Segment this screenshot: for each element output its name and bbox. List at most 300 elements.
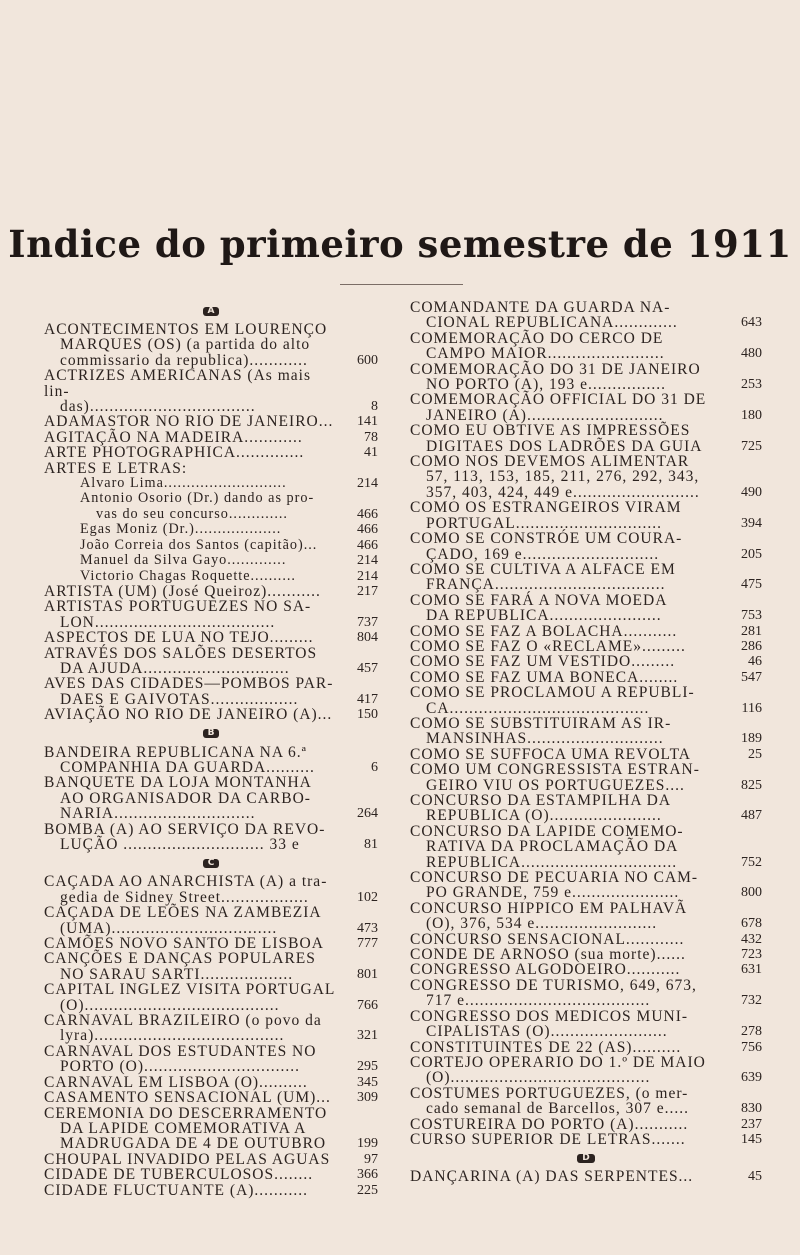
entry-page-number: 214: [357, 476, 378, 492]
entry-page-number: 466: [357, 537, 378, 553]
entry-page-number: 145: [741, 1131, 762, 1147]
entry-title-line: COMO SE FAZ UM VESTIDO.........: [410, 653, 676, 671]
entry-title: [44, 522, 340, 537]
entry-title-line: CASAMENTO SENSACIONAL (UM)...: [44, 1089, 331, 1107]
index-entry: [410, 962, 762, 977]
entry-title-line: CEREMONIA DO DESCERRAMENTO: [44, 1104, 328, 1122]
index-entry: [44, 775, 378, 821]
entry-page-number: 480: [741, 346, 762, 362]
entry-title-line: COMO SE CULTIVA A ALFACE EM: [410, 560, 676, 578]
entry-title: [410, 362, 724, 393]
entry-title: [44, 1013, 340, 1044]
entry-page-number: 737: [357, 614, 378, 630]
entry-title: [410, 1086, 724, 1117]
entry-title: [44, 1044, 340, 1075]
entry-title: [44, 599, 340, 630]
index-entry: [410, 654, 762, 669]
entry-title-line: COMANDANTE DA GUARDA NA-: [410, 299, 671, 316]
index-entry: [410, 1055, 762, 1086]
entry-page-number: 723: [741, 947, 762, 963]
entry-title-continuation: LUÇÃO ............................. 33 e: [60, 836, 300, 853]
index-entry: [410, 454, 762, 500]
index-entry: [44, 1090, 378, 1105]
index-entry: [44, 936, 378, 951]
entry-title: [410, 423, 724, 454]
index-entry: [410, 593, 762, 624]
index-entry: [44, 1044, 378, 1075]
index-entry: [410, 531, 762, 562]
section-letter-label: D: [577, 1154, 594, 1163]
entry-page-number: 457: [357, 660, 378, 676]
index-entry: [44, 874, 378, 905]
entry-title-line: João Correia dos Santos (capitão)...: [80, 536, 318, 553]
entry-title: [44, 553, 340, 568]
entry-title-continuation: lyra).......................................: [60, 1027, 285, 1045]
entry-title-line: COMO OS ESTRANGEIROS VIRAM: [410, 499, 682, 517]
entry-title-line: CIDADE FLUCTUANTE (A)...........: [44, 1181, 309, 1199]
entry-page-number: 547: [741, 669, 762, 685]
entry-title-line: ADAMASTOR NO RIO DE JANEIRO...: [44, 413, 334, 431]
section-letter: [44, 300, 378, 322]
index-column-right: [410, 300, 762, 1185]
entry-title: [44, 368, 340, 414]
entry-title: [410, 500, 724, 531]
index-entry: [44, 491, 378, 522]
entry-title-line: COMO SE FAZ O «RECLAME».........: [410, 637, 686, 655]
entry-title: [44, 1075, 340, 1090]
entry-page-number: 6: [371, 759, 378, 775]
entry-title-line: COMO UM CONGRESSISTA ESTRAN-: [410, 761, 700, 779]
entry-title-line: ACONTECIMENTOS EM LOURENÇO: [44, 321, 328, 338]
index-entry: [44, 1075, 378, 1090]
index-entry: [44, 553, 378, 568]
entry-title: [410, 978, 724, 1009]
entry-title-continuation: 717 e......................................: [426, 992, 651, 1010]
entry-title-continuation: (O).........................................: [426, 1069, 651, 1087]
entry-title-line: Victorio Chagas Roquette..........: [80, 567, 296, 584]
entry-title: [410, 762, 724, 793]
index-entry: [44, 982, 378, 1013]
entry-title-line: CONCURSO HIPPICO EM PALHAVÃ: [410, 899, 688, 917]
entry-page-number: 8: [371, 399, 378, 415]
entry-title: [410, 593, 724, 624]
entry-page-number: 753: [741, 608, 762, 624]
entry-title: [410, 793, 724, 824]
index-entry: [410, 685, 762, 716]
entry-title: [410, 331, 724, 362]
entry-page-number: 81: [364, 837, 378, 852]
entry-title: [44, 676, 340, 707]
entry-title: [44, 1167, 340, 1182]
entry-title: [44, 1106, 340, 1152]
entry-page-number: 639: [741, 1070, 762, 1086]
index-entry: [44, 1152, 378, 1167]
entry-title: [44, 936, 340, 951]
entry-title-line: CIDADE DE TUBERCULOSOS........: [44, 1166, 314, 1184]
index-entry: [410, 762, 762, 793]
entry-title-line: COSTUREIRA DO PORTO (A)...........: [410, 1115, 689, 1133]
entry-title: [410, 639, 724, 654]
entry-page-number: 473: [357, 920, 378, 936]
entry-page-number: 189: [741, 731, 762, 747]
entry-page-number: 116: [741, 700, 762, 716]
entry-page-number: 466: [357, 506, 378, 522]
entry-title-line: COMEMORAÇÃO OFFICIAL DO 31 DE: [410, 391, 707, 409]
entry-title-line: COMO SE FARÁ A NOVA MOEDA: [410, 591, 668, 609]
entry-page-number: 199: [357, 1136, 378, 1152]
entry-page-number: 766: [357, 997, 378, 1013]
entry-title: [410, 716, 724, 747]
entry-title-continuation: PORTO (O)................................: [60, 1058, 300, 1076]
entry-title-line: COMO SE CONSTRÓE UM COURA-: [410, 530, 683, 548]
entry-title: [44, 745, 340, 776]
index-entry: [44, 676, 378, 707]
entry-page-number: 725: [741, 438, 762, 454]
entry-title: [410, 870, 724, 901]
index-entry: [44, 951, 378, 982]
entry-title: [44, 646, 340, 677]
entry-title-line: CONCURSO SENSACIONAL............: [410, 930, 685, 948]
index-entry: [44, 476, 378, 491]
entry-title-continuation: REPUBLICA (O).......................: [426, 807, 662, 825]
entry-page-number: 225: [357, 1182, 378, 1198]
entry-page-number: 321: [357, 1028, 378, 1044]
entry-title: [44, 905, 340, 936]
entry-page-number: 432: [741, 931, 762, 947]
entry-title: [44, 430, 340, 445]
entry-title-line: ARTES E LETRAS:: [44, 459, 188, 477]
entry-page-number: 825: [741, 777, 762, 793]
index-entry: [410, 423, 762, 454]
entry-title: [410, 654, 724, 669]
entry-title: [44, 538, 340, 553]
index-entry: [410, 1169, 762, 1184]
entry-title-line: BANQUETE DA LOJA MONTANHA: [44, 774, 312, 792]
entry-page-number: 417: [357, 691, 378, 707]
index-entry: [44, 822, 378, 853]
entry-title-continuation: CAMPO MAIOR........................: [426, 345, 665, 363]
entry-title-continuation: AO ORGANISADOR DA CARBO-NARIA.............................: [60, 789, 311, 823]
entry-title-continuation: MANSINHAS............................: [426, 730, 664, 748]
entry-page-number: 643: [741, 315, 762, 331]
entry-page-number: 490: [741, 484, 762, 500]
index-entry: [410, 901, 762, 932]
entry-title-continuation: DA REPUBLICA.......................: [426, 607, 662, 625]
index-entry: [44, 322, 378, 368]
entry-page-number: 150: [357, 707, 378, 723]
index-entry: [410, 747, 762, 762]
entry-title-line: CONCURSO DA ESTAMPILHA DA: [410, 792, 672, 809]
page-title: Indice do primeiro semestre de 1911: [8, 222, 792, 266]
entry-page-number: 278: [741, 1024, 762, 1040]
index-entry: [410, 793, 762, 824]
entry-title: [410, 932, 724, 947]
entry-page-number: 286: [741, 638, 762, 654]
entry-title-line: COMO NOS DEVEMOS ALIMENTAR: [410, 453, 690, 471]
entry-title: [44, 874, 340, 905]
entry-title-line: ASPECTOS DE LUA NO TEJO.........: [44, 629, 314, 647]
index-entry: [410, 1009, 762, 1040]
entry-title-line: CONGRESSO DE TURISMO, 649, 673,: [410, 976, 697, 994]
index-entry: [44, 707, 378, 722]
index-entry: [44, 1183, 378, 1198]
index-entry: [410, 870, 762, 901]
entry-page-number: 25: [748, 746, 762, 762]
entry-title: [410, 1169, 724, 1184]
entry-title-line: ARTISTAS PORTUGUEZES NO SA-: [44, 598, 312, 616]
index-entry: [44, 745, 378, 776]
entry-title-continuation: ÇADO, 169 e............................: [426, 545, 660, 563]
entry-title: [44, 476, 340, 491]
entry-title-line: AVES DAS CIDADES—POMBOS PAR-: [44, 675, 334, 693]
entry-title-line: Antonio Osorio (Dr.) dando as pro-: [80, 490, 315, 507]
index-entry: [410, 331, 762, 362]
entry-title: [410, 562, 724, 593]
entry-title-line: COMEMORAÇÃO DO 31 DE JANEIRO: [410, 360, 701, 378]
entry-page-number: 345: [357, 1074, 378, 1090]
index-entry: [44, 461, 378, 476]
entry-title: [44, 951, 340, 982]
entry-title-line: CANÇÕES E DANÇAS POPULARES: [44, 950, 316, 968]
entry-title-line: CONCURSO DA LAPIDE COMEMO-: [410, 822, 684, 840]
entry-title-continuation: FRANÇA...................................: [426, 576, 666, 594]
index-entry: [44, 538, 378, 553]
section-letter-label: A: [203, 307, 220, 316]
entry-title-continuation: PO GRANDE, 759 e......................: [426, 884, 680, 902]
entry-title-continuation: 57, 113, 153, 185, 211, 276, 292, 343, 357, 403, 424, 449 e..........................: [426, 468, 700, 501]
index-entry: [410, 300, 762, 331]
entry-title-continuation: das)..................................: [60, 398, 256, 416]
entry-title-continuation: MARQUES (OS) (a partida do alto commissario da republica)............: [60, 336, 311, 369]
entry-page-number: 205: [741, 546, 762, 562]
section-letter-label: B: [203, 729, 220, 738]
index-entry: [410, 1117, 762, 1132]
index-entry: [44, 522, 378, 537]
entry-page-number: 217: [357, 583, 378, 599]
index-entry: [44, 599, 378, 630]
entry-page-number: 102: [357, 889, 378, 905]
index-entry: [44, 368, 378, 414]
index-entry: [410, 824, 762, 870]
entry-page-number: 631: [741, 962, 762, 978]
entry-page-number: 466: [357, 522, 378, 538]
entry-title-line: ACTRIZES AMERICANAS (As mais lin-: [44, 367, 311, 400]
entry-title: [410, 1009, 724, 1040]
entry-title-line: CAPITAL INGLEZ VISITA PORTUGAL: [44, 981, 336, 999]
entry-title-continuation: GEIRO VIU OS PORTUGUEZES....: [426, 776, 685, 794]
index-entry: [44, 569, 378, 584]
entry-title-line: CONCURSO DE PECUARIA NO CAM-: [410, 869, 699, 887]
entry-title-continuation: DA AJUDA..............................: [60, 659, 290, 677]
entry-title-continuation: (O)........................................: [60, 996, 280, 1014]
entry-title: [44, 491, 340, 522]
entry-title: [410, 901, 724, 932]
entry-page-number: 678: [741, 916, 762, 932]
index-column-left: [44, 300, 378, 1198]
index-entry: [410, 932, 762, 947]
entry-title-continuation: CA.........................................: [426, 699, 650, 717]
index-entry: [410, 392, 762, 423]
entry-page-number: 309: [357, 1090, 378, 1106]
entry-title: [410, 1132, 724, 1147]
entry-title: [410, 824, 724, 870]
entry-title-line: CONGRESSO ALGODOEIRO...........: [410, 961, 681, 979]
entry-page-number: 801: [357, 966, 378, 982]
entry-title-continuation: DIGITAES DOS LADRÕES DA GUIA: [426, 437, 703, 455]
entry-page-number: 366: [357, 1167, 378, 1183]
entry-title-line: BOMBA (A) AO SERVIÇO DA REVO-: [44, 820, 326, 838]
entry-title-line: ARTE PHOTOGRAPHICA..............: [44, 444, 305, 462]
title-divider: [340, 284, 463, 285]
index-entry: [44, 445, 378, 460]
entry-title: [44, 445, 340, 460]
entry-title-line: CARNAVAL EM LISBOA (O)..........: [44, 1073, 308, 1091]
entry-title-continuation: DAES E GAIVOTAS..................: [60, 690, 299, 708]
entry-page-number: 487: [741, 808, 762, 824]
entry-title-line: CAÇADA DE LEÕES NA ZAMBEZIA: [44, 904, 322, 922]
entry-title: [410, 624, 724, 639]
entry-title: [410, 962, 724, 977]
index-entry: [410, 639, 762, 654]
entry-title-line: CONDE DE ARNOSO (sua morte)......: [410, 946, 686, 964]
entry-title: [410, 1055, 724, 1086]
entry-page-number: 777: [357, 936, 378, 952]
entry-title-continuation: (O), 376, 534 e.........................: [426, 915, 658, 933]
entry-title-line: COMO EU OBTIVE AS IMPRESSÕES: [410, 422, 691, 440]
index-entry: [410, 947, 762, 962]
entry-page-number: 600: [357, 352, 378, 368]
entry-title-line: BANDEIRA REPUBLICANA NA 6.ª: [44, 743, 307, 761]
entry-title-line: CHOUPAL INVADIDO PELAS AGUAS: [44, 1150, 331, 1168]
entry-title-line: CARNAVAL DOS ESTUDANTES NO: [44, 1042, 317, 1060]
index-entry: [410, 500, 762, 531]
index-entry: [410, 1086, 762, 1117]
index-entry: [410, 716, 762, 747]
entry-title-continuation: LON.....................................: [60, 613, 276, 631]
entry-title-continuation: NO PORTO (A), 193 e................: [426, 376, 667, 394]
entry-title-continuation: CIPALISTAS (O)........................: [426, 1023, 668, 1041]
section-letter: [44, 723, 378, 745]
entry-title: [410, 300, 724, 331]
entry-page-number: 281: [741, 623, 762, 639]
entry-title: [410, 747, 724, 762]
entry-page-number: 180: [741, 407, 762, 423]
entry-title-continuation: JANEIRO (A)............................: [426, 406, 664, 424]
entry-title: [410, 531, 724, 562]
entry-title: [44, 707, 340, 722]
entry-page-number: 800: [741, 885, 762, 901]
entry-title-line: CONSTITUINTES DE 22 (AS)..........: [410, 1038, 682, 1056]
entry-title-continuation: RATIVA DA PROCLAMAÇÃO DA REPUBLICA................................: [426, 838, 678, 871]
entry-title-line: ATRAVÉS DOS SALÕES DESERTOS: [44, 644, 318, 662]
entry-page-number: 141: [357, 414, 378, 430]
entry-title: [44, 569, 340, 584]
index-entry: [410, 978, 762, 1009]
entry-title-line: CORTEJO OPERARIO DO 1.º DE MAIO: [410, 1053, 706, 1071]
index-entry: [44, 584, 378, 599]
entry-title: [410, 947, 724, 962]
entry-title-continuation: PORTUGAL..............................: [426, 514, 662, 532]
entry-title: [44, 1090, 340, 1105]
entry-title: [44, 1152, 340, 1167]
entry-page-number: 756: [741, 1039, 762, 1055]
entry-title: [44, 822, 340, 853]
entry-title: [44, 584, 340, 599]
entry-title-continuation: gedia de Sidney Street..................: [60, 888, 309, 906]
entry-title-line: COMEMORAÇÃO DO CERCO DE: [410, 329, 664, 347]
index-entry: [410, 624, 762, 639]
entry-title-continuation: NO SARAU SARTI...................: [60, 965, 294, 983]
entry-title: [44, 322, 340, 368]
index-entry: [410, 362, 762, 393]
entry-title-line: COMO SE SUFFOCA UMA REVOLTA: [410, 745, 691, 763]
entry-page-number: 264: [357, 806, 378, 822]
entry-title-line: COMO SE PROCLAMOU A REPUBLI-: [410, 684, 695, 702]
section-letter-label: C: [203, 859, 220, 868]
entry-title: [44, 1183, 340, 1198]
entry-title: [44, 982, 340, 1013]
entry-page-number: 214: [357, 568, 378, 584]
index-entry: [44, 430, 378, 445]
index-entry: [410, 670, 762, 685]
entry-title-line: COSTUMES PORTUGUEZES, (o mer-: [410, 1084, 689, 1102]
entry-title: [410, 1117, 724, 1132]
entry-title-continuation: COMPANHIA DA GUARDA..........: [60, 758, 315, 776]
entry-title-line: COMO SE SUBSTITUIRAM AS IR-: [410, 714, 672, 732]
entry-page-number: 830: [741, 1101, 762, 1117]
entry-title-line: COMO SE FAZ UMA BONECA........: [410, 668, 679, 686]
entry-page-number: 46: [748, 654, 762, 670]
entry-title: [410, 685, 724, 716]
entry-title-continuation: (UMA)..................................: [60, 919, 278, 937]
entry-title-continuation: vas do seu concurso.............: [96, 505, 288, 522]
entry-page-number: 253: [741, 377, 762, 393]
entry-page-number: 41: [364, 445, 378, 461]
entry-title: [410, 392, 724, 423]
entry-page-number: 752: [741, 854, 762, 870]
index-entry: [44, 905, 378, 936]
entry-page-number: 214: [357, 553, 378, 569]
entry-title: [44, 775, 340, 821]
entry-title-line: COMO SE FAZ A BOLACHA...........: [410, 622, 678, 640]
entry-title-continuation: DA LAPIDE COMEMORATIVA A MADRUGADA DE 4 DE OUTUBRO: [60, 1119, 327, 1153]
entry-title-line: AVIAÇÃO NO RIO DE JANEIRO (A)...: [44, 706, 333, 724]
entry-title: [410, 1040, 724, 1055]
entry-title-line: DANÇARINA (A) DAS SERPENTES...: [410, 1168, 694, 1186]
entry-title-line: CONGRESSO DOS MEDICOS MUNI-: [410, 1007, 689, 1025]
entry-page-number: 78: [364, 429, 378, 445]
entry-title-line: Alvaro Lima...........................: [80, 475, 287, 492]
index-entry: [44, 414, 378, 429]
entry-title-line: AGITAÇÃO NA MADEIRA............: [44, 428, 303, 446]
section-letter: [410, 1147, 762, 1169]
index-entry: [44, 646, 378, 677]
entry-page-number: 295: [357, 1059, 378, 1075]
entry-title: [410, 454, 724, 500]
index-entry: [44, 630, 378, 645]
entry-page-number: 97: [364, 1151, 378, 1167]
entry-title-continuation: CIONAL REPUBLICANA.............: [426, 314, 678, 332]
entry-title: [44, 461, 340, 476]
entry-title: [44, 414, 340, 429]
entry-title: [44, 630, 340, 645]
entry-title-line: CAÇADA AO ANARCHISTA (A) a tra-: [44, 873, 328, 891]
entry-page-number: 45: [748, 1169, 762, 1185]
entry-page-number: 804: [357, 630, 378, 646]
entry-page-number: 732: [741, 993, 762, 1009]
entry-page-number: 394: [741, 515, 762, 531]
entry-title: [410, 670, 724, 685]
